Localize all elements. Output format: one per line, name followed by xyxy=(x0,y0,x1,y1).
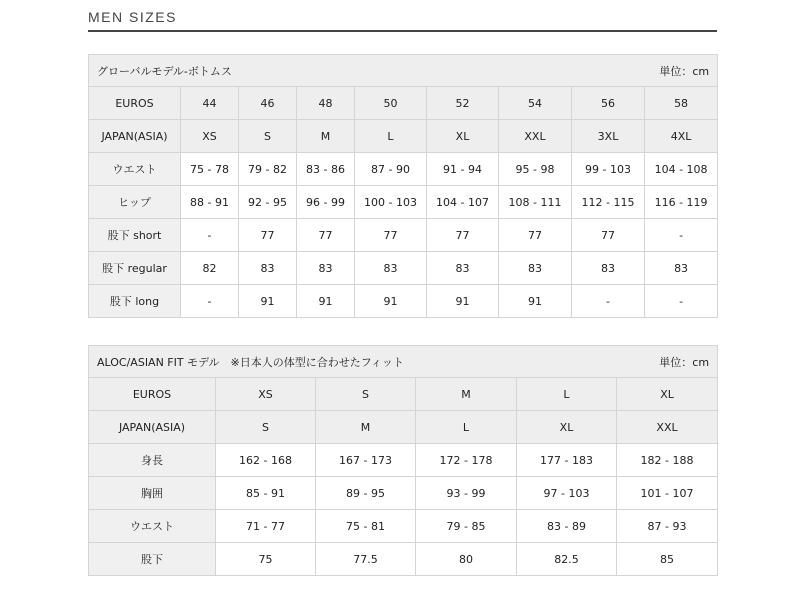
global-bottoms-size-table xyxy=(88,54,718,318)
row-label: JAPAN(ASIA) xyxy=(89,120,181,153)
unit-label: 単位：cm xyxy=(659,64,710,78)
row-label: 股下 long xyxy=(89,285,181,318)
table-cell: S xyxy=(239,120,297,153)
table-cell: 100 - 103 xyxy=(355,186,427,219)
table-cell: XXL xyxy=(617,411,718,444)
table-cell: 177 - 183 xyxy=(517,444,617,477)
table-cell: 77.5 xyxy=(316,543,416,576)
table-cell: 82 xyxy=(181,252,239,285)
table-cell: XS xyxy=(181,120,239,153)
table-row-japan xyxy=(89,411,718,444)
table-cell: 77 xyxy=(427,219,499,252)
table-cell: 44 xyxy=(181,87,239,120)
table-cell: - xyxy=(645,219,718,252)
table-cell: 79 - 85 xyxy=(416,510,517,543)
row-label: 身長 xyxy=(89,444,216,477)
table-cell: 75 - 78 xyxy=(181,153,239,186)
table-cell: 52 xyxy=(427,87,499,120)
table-caption-row xyxy=(89,55,718,87)
table-cell: 91 xyxy=(427,285,499,318)
table-cell: 162 - 168 xyxy=(216,444,316,477)
table-cell: 91 - 94 xyxy=(427,153,499,186)
table-cell: S xyxy=(316,378,416,411)
table-cell: 97 - 103 xyxy=(517,477,617,510)
table-cell: L xyxy=(416,411,517,444)
table-row-chest xyxy=(89,477,718,510)
table-row-euros xyxy=(89,87,718,120)
table-row-inseam-regular xyxy=(89,252,718,285)
table-cell: 91 xyxy=(499,285,572,318)
row-label: ヒップ xyxy=(89,186,181,219)
table-cell: 83 xyxy=(645,252,718,285)
table-cell: XL xyxy=(617,378,718,411)
row-label: 胸囲 xyxy=(89,477,216,510)
table-cell: 93 - 99 xyxy=(416,477,517,510)
table-cell: 89 - 95 xyxy=(316,477,416,510)
table-cell: 75 xyxy=(216,543,316,576)
table-cell: 91 xyxy=(297,285,355,318)
table-cell: S xyxy=(216,411,316,444)
table-cell: M xyxy=(297,120,355,153)
table-cell: 48 xyxy=(297,87,355,120)
table-cell: 71 - 77 xyxy=(216,510,316,543)
table-cell: - xyxy=(181,219,239,252)
table-cell: 54 xyxy=(499,87,572,120)
row-label: 股下 xyxy=(89,543,216,576)
table-cell: 4XL xyxy=(645,120,718,153)
row-label: JAPAN(ASIA) xyxy=(89,411,216,444)
table-cell: 83 xyxy=(572,252,645,285)
table-cell: 182 - 188 xyxy=(617,444,718,477)
row-label: EUROS xyxy=(89,87,181,120)
table-cell: XL xyxy=(517,411,617,444)
table-cell: 87 - 93 xyxy=(617,510,718,543)
row-label: 股下 short xyxy=(89,219,181,252)
row-label: 股下 regular xyxy=(89,252,181,285)
table-cell: - xyxy=(645,285,718,318)
table-cell: 85 - 91 xyxy=(216,477,316,510)
table-cell: 77 xyxy=(297,219,355,252)
table-cell: 108 - 111 xyxy=(499,186,572,219)
table-cell: XXL xyxy=(499,120,572,153)
asian-fit-size-table xyxy=(88,345,718,576)
table-cell: 85 xyxy=(617,543,718,576)
table-row-height xyxy=(89,444,718,477)
unit-label: 単位：cm xyxy=(659,355,710,369)
table-row-inseam xyxy=(89,543,718,576)
table-cell: 104 - 107 xyxy=(427,186,499,219)
table-cell: 91 xyxy=(239,285,297,318)
table-cell: 79 - 82 xyxy=(239,153,297,186)
table-cell: 88 - 91 xyxy=(181,186,239,219)
table-cell: 87 - 90 xyxy=(355,153,427,186)
table-cell: 83 xyxy=(297,252,355,285)
table-caption-row xyxy=(89,346,718,378)
table-cell: 167 - 173 xyxy=(316,444,416,477)
table-cell: 116 - 119 xyxy=(645,186,718,219)
table-title: ALOC/ASIAN FIT モデル ※日本人の体型に合わせたフィット xyxy=(97,355,404,369)
table-cell: 77 xyxy=(355,219,427,252)
table-cell: 50 xyxy=(355,87,427,120)
table-cell: 99 - 103 xyxy=(572,153,645,186)
table-cell: L xyxy=(355,120,427,153)
table-caption xyxy=(89,55,718,87)
table-cell: 75 - 81 xyxy=(316,510,416,543)
table-cell: 92 - 95 xyxy=(239,186,297,219)
table-cell: XS xyxy=(216,378,316,411)
table-cell: 172 - 178 xyxy=(416,444,517,477)
table-caption xyxy=(89,346,718,378)
title-divider xyxy=(88,30,717,32)
table-cell: 3XL xyxy=(572,120,645,153)
table-row-hip xyxy=(89,186,718,219)
table-cell: M xyxy=(416,378,517,411)
table-cell: 83 xyxy=(355,252,427,285)
table-row-waist xyxy=(89,153,718,186)
table-cell: 83 - 89 xyxy=(517,510,617,543)
row-label: ウエスト xyxy=(89,153,181,186)
table-cell: 83 - 86 xyxy=(297,153,355,186)
table-cell: 112 - 115 xyxy=(572,186,645,219)
table-cell: 83 xyxy=(239,252,297,285)
row-label: EUROS xyxy=(89,378,216,411)
table-cell: 101 - 107 xyxy=(617,477,718,510)
table-cell: - xyxy=(181,285,239,318)
table-cell: 83 xyxy=(499,252,572,285)
table-cell: 95 - 98 xyxy=(499,153,572,186)
table-cell: L xyxy=(517,378,617,411)
table-cell: 83 xyxy=(427,252,499,285)
table-cell: 104 - 108 xyxy=(645,153,718,186)
table-cell: 46 xyxy=(239,87,297,120)
table-cell: 77 xyxy=(239,219,297,252)
table-cell: 96 - 99 xyxy=(297,186,355,219)
table-cell: 91 xyxy=(355,285,427,318)
table-cell: M xyxy=(316,411,416,444)
table-cell: 56 xyxy=(572,87,645,120)
table-cell: - xyxy=(572,285,645,318)
table-cell: 77 xyxy=(572,219,645,252)
table-row-inseam-long xyxy=(89,285,718,318)
table-row-inseam-short xyxy=(89,219,718,252)
table-row-japan xyxy=(89,120,718,153)
table-cell: 77 xyxy=(499,219,572,252)
table-cell: XL xyxy=(427,120,499,153)
table-row-waist xyxy=(89,510,718,543)
table-cell: 58 xyxy=(645,87,718,120)
row-label: ウエスト xyxy=(89,510,216,543)
table-row-euros xyxy=(89,378,718,411)
table-cell: 80 xyxy=(416,543,517,576)
table-cell: 82.5 xyxy=(517,543,617,576)
table-title: グローバルモデル-ボトムス xyxy=(97,64,232,78)
page-title: MEN SIZES xyxy=(88,9,177,25)
